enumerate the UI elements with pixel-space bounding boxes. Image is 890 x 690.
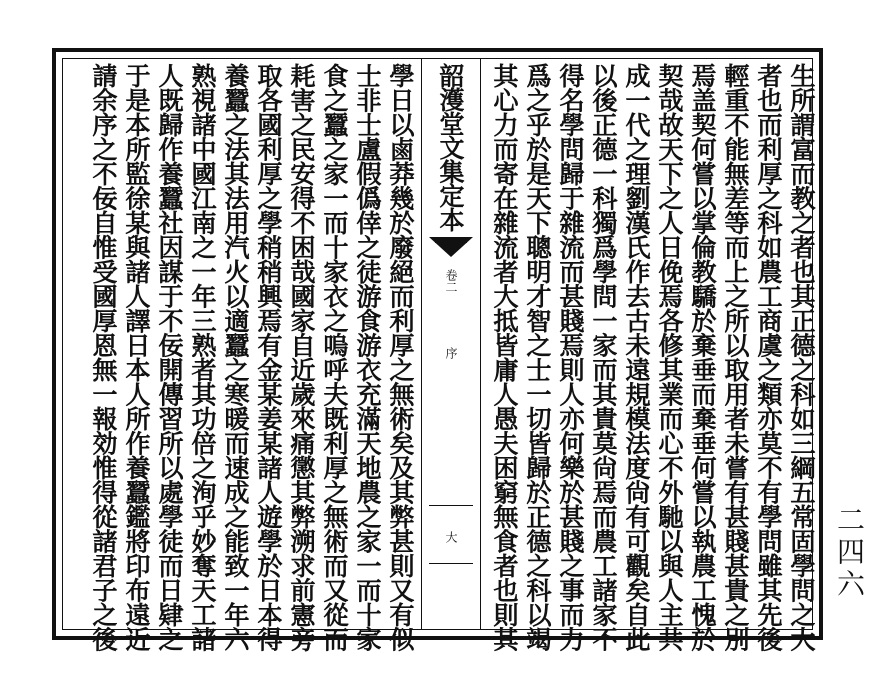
text-column: 養蠶之法其法用汽火以適蠶之寒暖而速成之能致一年六 — [221, 63, 251, 651]
text-column: 以後正德一科獨爲學問一家而其貴莫尙焉而農工諸家不 — [589, 63, 619, 651]
center-divider — [429, 563, 473, 564]
section-label: 序 — [444, 347, 458, 359]
text-column: 取各國利厚之學稍稍興焉有金某姜某諸人遊學於日本得 — [254, 63, 284, 651]
text-column: 人既歸作養蠶社因謀于不佞開傳習所以處學徒而日肄之 — [155, 63, 185, 651]
center-rule-right — [480, 59, 481, 629]
text-column: 者也而利厚之科如農工商虞之類亦莫不有學問雖其先後 — [754, 63, 784, 651]
book-title: 韶濩堂文集定本 — [436, 63, 465, 231]
center-rule-left — [421, 59, 422, 629]
text-column: 成一代之理劉漢氏作去古未遠規模法度尙有可觀矣自此 — [622, 63, 652, 651]
juan-label: 卷二 — [444, 269, 458, 293]
fish-tail-icon — [429, 237, 473, 257]
text-column: 請余序之不佞自惟受國厚恩無一報効惟得從諸君子之後 — [89, 63, 119, 651]
text-column: 熟視諸中國江南之一年三熟者其功倍之洵乎妙奪天工諸 — [188, 63, 218, 651]
center-divider — [429, 505, 473, 506]
text-column: 學日以鹵莽幾於廢絕而利厚之無術矣及其弊甚則又有似 — [386, 63, 416, 651]
text-column: 士非士盧假僞倖之徒游食游衣充滿天地農之家一而十家 — [353, 63, 383, 651]
text-column: 其心力而寄在雜流者大抵皆庸人愚夫困窮無食者也則其 — [490, 63, 520, 651]
page-number: 二四六 — [833, 505, 866, 601]
text-column: 契哉故天下之人日俛焉各修其業而心不外馳以與人主共 — [655, 63, 685, 651]
text-column: 爲之乎於是天下聰明才智之士一切皆歸於正德之科以竭 — [523, 63, 553, 651]
page-frame — [52, 48, 823, 651]
folio-number: 大 — [444, 531, 458, 543]
text-column: 焉盖契何嘗以掌倫教驕於棄垂而棄垂何嘗以執農工愧於 — [688, 63, 718, 651]
text-column: 耗害之民安得不困哉國家自近歲來痛懲其弊溯求前憲旁 — [287, 63, 317, 651]
text-column: 得名學問歸于雜流而甚賤焉則人亦何樂於甚賤之事而力 — [556, 63, 586, 651]
center-band — [421, 59, 481, 629]
text-column: 于是本所監徐某與諸人譯日本人所作養蠶鑑將印布遠近 — [122, 63, 152, 651]
text-column: 生所謂富而教之者也其正德之科如三綱五常固學問之大 — [787, 63, 817, 651]
text-block — [62, 58, 817, 651]
text-column: 食之蠶之家一而十家衣之嗚呼夫既利厚之無術而又從而 — [320, 63, 350, 651]
text-column: 輕重不能無差等而上之所以取用者未嘗有甚賤甚貴之別 — [721, 63, 751, 651]
